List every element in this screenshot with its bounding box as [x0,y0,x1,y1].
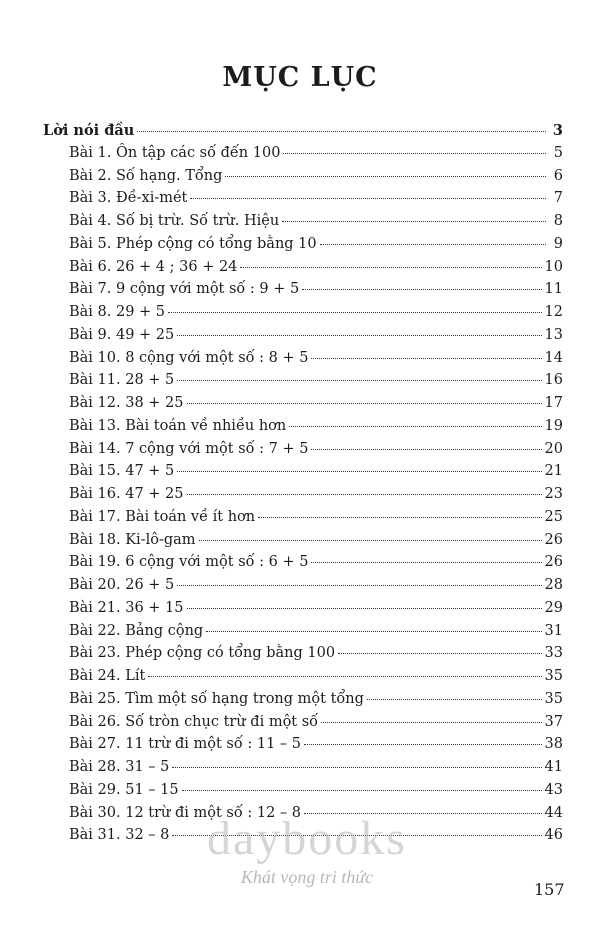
dot-leader [177,471,541,472]
dot-leader [320,244,546,245]
toc-entry-page: 11 [544,281,563,298]
toc-entry-page: 13 [544,326,563,343]
toc-entry-label: Bài 21. 36 + 15 [69,599,184,616]
toc-entry-page: 17 [544,395,563,411]
toc-entry-label: Bài 1. Ôn tập các số đến 100 [69,144,281,161]
toc-entry-page: 14 [544,349,563,366]
toc-entry-row [43,600,563,623]
toc-entry-page: 21 [544,463,563,480]
dot-leader [289,426,541,427]
toc-entry-row [43,554,563,577]
toc-entry-row [43,418,563,441]
toc-entry-page: 43 [544,781,563,798]
toc-entry-page: 8 [553,213,563,229]
dot-leader [187,403,542,404]
toc-entry-row [43,486,563,509]
dot-leader [177,585,541,586]
toc-intro-row [43,122,563,145]
toc-entry-row [43,304,563,327]
toc-entry-page: 20 [544,440,563,457]
page-number: 157 [534,880,565,899]
toc-entry-label: Bài 7. 9 cộng với một số : 9 + 5 [69,281,300,298]
toc-entry-label: Bài 8. 29 + 5 [69,304,166,320]
dot-leader [283,153,546,154]
toc-entry-row [43,736,563,759]
toc-entry-row [43,805,563,828]
toc-entry-label: Bài 4. Số bị trừ. Số trừ. Hiệu [69,213,280,229]
toc-entry-row [43,463,563,486]
toc-entry-row [43,645,563,668]
watermark-slogan: Khát vọng tri thức [240,867,374,887]
dot-leader [172,767,541,768]
toc-entry-label: Bài 27. 11 trừ đi một số : 11 – 5 [69,736,301,753]
toc-entry-page: 3 [552,122,563,139]
dot-leader [304,813,542,814]
dot-leader [199,540,542,541]
dot-leader [367,699,542,700]
toc-entry-label: Bài 20. 26 + 5 [69,577,175,593]
toc-entry-page: 37 [544,713,563,730]
dot-leader [177,335,541,336]
dot-leader [311,562,541,563]
dot-leader [187,494,542,495]
toc-entry-label: Bài 28. 31 – 5 [69,759,170,775]
toc-entry-page: 29 [544,599,563,616]
toc-entry-row [43,281,563,304]
toc-entry-row [43,350,563,373]
toc-entry-label: Bài 16. 47 + 25 [69,486,184,502]
dot-leader [148,676,541,677]
dot-leader [302,289,541,290]
dot-leader [311,358,541,359]
toc-entry-page: 19 [544,417,563,434]
toc-entry-row [43,714,563,737]
toc-entry-label: Bài 6. 26 + 4 ; 36 + 24 [69,258,238,275]
toc-entry-page: 41 [544,759,563,775]
dot-leader [190,198,546,199]
toc-entry-label: Bài 23. Phép cộng có tổng bằng 100 [69,645,336,662]
dot-leader [304,744,542,745]
toc-entry-label: Bài 3. Đề-xi-mét [69,190,188,207]
dot-leader [240,267,541,268]
toc-entry-label: Bài 5. Phép cộng có tổng bằng 10 [69,235,317,252]
dot-leader [282,221,546,222]
page-title: MỤC LỤC [222,62,378,93]
table-of-contents [43,122,563,850]
dot-leader [338,653,541,654]
dot-leader [187,608,542,609]
toc-entry-row [43,372,563,395]
toc-entry-label: Bài 29. 51 – 15 [69,781,179,798]
dot-leader [172,835,541,836]
toc-entry-page: 26 [544,554,563,571]
toc-entry-row [43,509,563,532]
toc-entry-label: Bài 13. Bài toán về nhiều hơn [69,417,287,434]
toc-entry-label: Bài 2. Số hạng. Tổng [69,167,223,184]
toc-entry-label: Bài 24. Lít [69,668,146,684]
dot-leader [225,176,546,177]
toc-entry-label: Bài 9. 49 + 25 [69,326,175,343]
toc-entry-page: 6 [553,167,563,184]
toc-entry-row [43,668,563,691]
toc-entry-label: Bài 10. 8 cộng với một số : 8 + 5 [69,349,309,366]
toc-entry-label: Bài 26. Số tròn chục trừ đi một số [69,713,319,730]
toc-entry-label: Bài 12. 38 + 25 [69,395,184,411]
toc-entry-page: 35 [544,690,563,707]
dot-leader [311,449,541,450]
dot-leader [258,517,541,518]
toc-entry-page: 33 [544,645,563,662]
toc-entry-row [43,759,563,782]
toc-entry-row [43,441,563,464]
toc-entry-label: Bài 30. 12 trừ đi một số : 12 – 8 [69,804,301,821]
toc-entry-label: Bài 17. Bài toán về ít hơn [69,508,256,525]
toc-items [43,145,563,850]
toc-entry-page: 12 [544,304,563,320]
toc-entry-page: 26 [544,531,563,548]
toc-entry-row [43,190,563,213]
toc-entry-label: Bài 18. Ki-lô-gam [69,531,196,548]
toc-entry-page: 38 [544,736,563,753]
toc-entry-row [43,691,563,714]
toc-entry-row [43,145,563,168]
toc-entry-label: Bài 11. 28 + 5 [69,372,175,389]
toc-entry-row [43,782,563,805]
toc-entry-page: 16 [544,372,563,389]
toc-entry-page: 23 [544,486,563,502]
toc-entry-row [43,327,563,350]
toc-entry-label: Bài 15. 47 + 5 [69,463,175,480]
toc-entry-row [43,577,563,600]
dot-leader [321,722,541,723]
toc-entry-page: 7 [553,190,563,207]
toc-entry-label: Bài 14. 7 cộng với một số : 7 + 5 [69,440,309,457]
toc-entry-page: 25 [544,508,563,525]
toc-entry-row [43,168,563,191]
dot-leader [177,380,541,381]
toc-entry-row [43,395,563,418]
toc-entry-row [43,827,563,850]
toc-entry-page: 31 [544,622,563,639]
toc-entry-row [43,623,563,646]
toc-entry-page: 44 [544,804,563,821]
dot-leader [168,312,542,313]
dot-leader [137,131,546,132]
watermark-brand: daybooks [207,812,407,865]
toc-entry-row [43,213,563,236]
dot-leader [182,790,542,791]
toc-entry-page: 10 [544,258,563,275]
toc-entry-label: Bài 25. Tìm một số hạng trong một tổng [69,690,364,707]
toc-entry-page: 28 [544,577,563,593]
toc-entry-label: Lời nói đầu [43,122,135,139]
toc-entry-row [43,259,563,282]
dot-leader [206,631,541,632]
toc-entry-label: Bài 19. 6 cộng với một số : 6 + 5 [69,554,309,571]
toc-entry-page: 5 [553,144,563,161]
toc-entry-label: Bài 22. Bảng cộng [69,622,204,639]
toc-entry-label: Bài 31. 32 – 8 [69,827,170,844]
toc-entry-row [43,532,563,555]
toc-entry-row [43,236,563,259]
toc-entry-page: 35 [544,668,563,684]
toc-entry-page: 9 [553,235,563,252]
toc-entry-page: 46 [544,827,563,844]
